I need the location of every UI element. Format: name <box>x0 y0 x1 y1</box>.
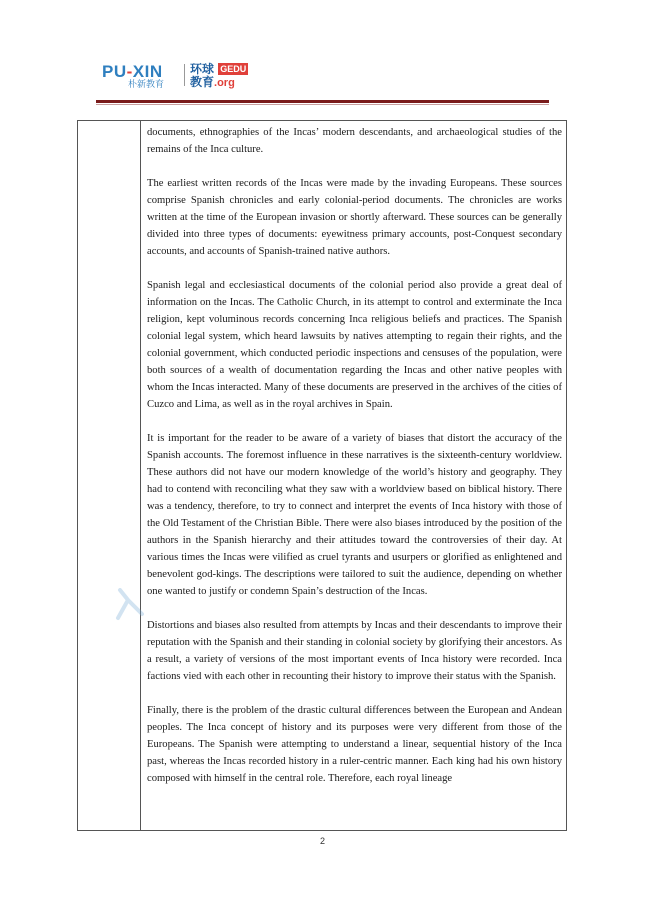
gedu-logo <box>190 63 260 91</box>
page-number: 2 <box>319 836 325 846</box>
gedu-badge: GEDU <box>220 64 247 74</box>
paragraph: documents, ethnographies of the Incas’ modern descendants, and archaeological studies of the remains of the Inca culture. <box>147 127 562 155</box>
gedu-logo-line1: 环球 <box>190 62 215 76</box>
paragraph: It is important for the reader to be aware of a variety of biases that distort the accuracy of the Spanish accounts. The foremost influence in these narratives is the sixteenth-century worldview. These authors did not have our modern knowledge of the world’s history and geography. They had to contend with reconciling what they saw with a worldview based on biblical history. There was a tendency, therefore, to try to connect and interpret the events of Inca history with those of the Old Testament of the Christian Bible. There were also biases introduced by the position of the authors in the Spanish hierarchy and their attitudes toward the controversies of their day. At various times the Incas were vilified as cruel tyrants and usurpers or glorified as enlightened and benevolent god-kings. The descriptions were tailored to suit the audience, depending on whether one wanted to justify or condemn Spain’s destruction of the Incas. <box>147 433 562 597</box>
header-rule-thick <box>96 100 549 103</box>
logo-text-pu: PU <box>102 62 127 81</box>
page-header <box>0 0 645 120</box>
watermark-icon <box>114 588 148 622</box>
paragraph: Spanish legal and ecclesiastical documents of the colonial period also provide a great deal of information on the Incas. The Catholic Church, in its attempt to control and exterminate the Inca religion, kept voluminous records concerning Inca religious beliefs and practices. The Spanish colonial legal system, which heard lawsuits by natives attempting to regain their rights, and the colonial government, which conducted periodic inspections and censuses of the population, were both sources of a wealth of documentation regarding the Incas and other native peoples with whom the Incas interacted. Many of these documents are preserved in the archives of the cities of Cuzco and Lima, as well as in the royal archives in Spain. <box>147 280 562 410</box>
logo-text-xin: XIN <box>132 62 163 81</box>
paragraph: The earliest written records of the Incas were made by the invading Europeans. These sources comprise Spanish chronicles and early colonial-period documents. The chronicles are works written at the time of the European invasion or shortly afterward. These sources can be generally divided into three types of documents: eyewitness primary accounts, post-Conquest secondary accounts, and accounts of Spanish-trained native authors. <box>147 178 562 257</box>
content-table <box>77 120 567 830</box>
puxin-logo <box>102 63 180 89</box>
main-text <box>147 124 562 787</box>
paragraph: Finally, there is the problem of the drastic cultural differences between the European and Andean peoples. The Inca concept of history and its purposes were very different from those of the Europeans. The Spanish were attempting to understand a linear, sequential history of the Inca past, whereas the Incas recorded history in a ruler-centric manner. Each king had his own history composed with himself in the central role. Therefore, each royal lineage <box>147 705 562 784</box>
header-rule-thin <box>96 104 549 105</box>
table-bottom-border <box>77 830 567 831</box>
table-column-divider <box>140 121 141 830</box>
logo-subtitle: 朴新教育 <box>128 80 165 90</box>
paragraph: Distortions and biases also resulted from attempts by Incas and their descendants to improve their reputation with the Spanish and their standing in colonial society by glorifying their ancestors. As a result, a variety of versions of the most important events of Inca history were recorded. Inca factions vied with each other in recounting their history to improve their status with the Spanish. <box>147 620 562 682</box>
logo-separator <box>184 64 185 86</box>
gedu-org: .org <box>214 77 235 89</box>
gedu-logo-line2: 教育 <box>190 75 215 89</box>
logo-text-dash: - <box>126 62 133 81</box>
